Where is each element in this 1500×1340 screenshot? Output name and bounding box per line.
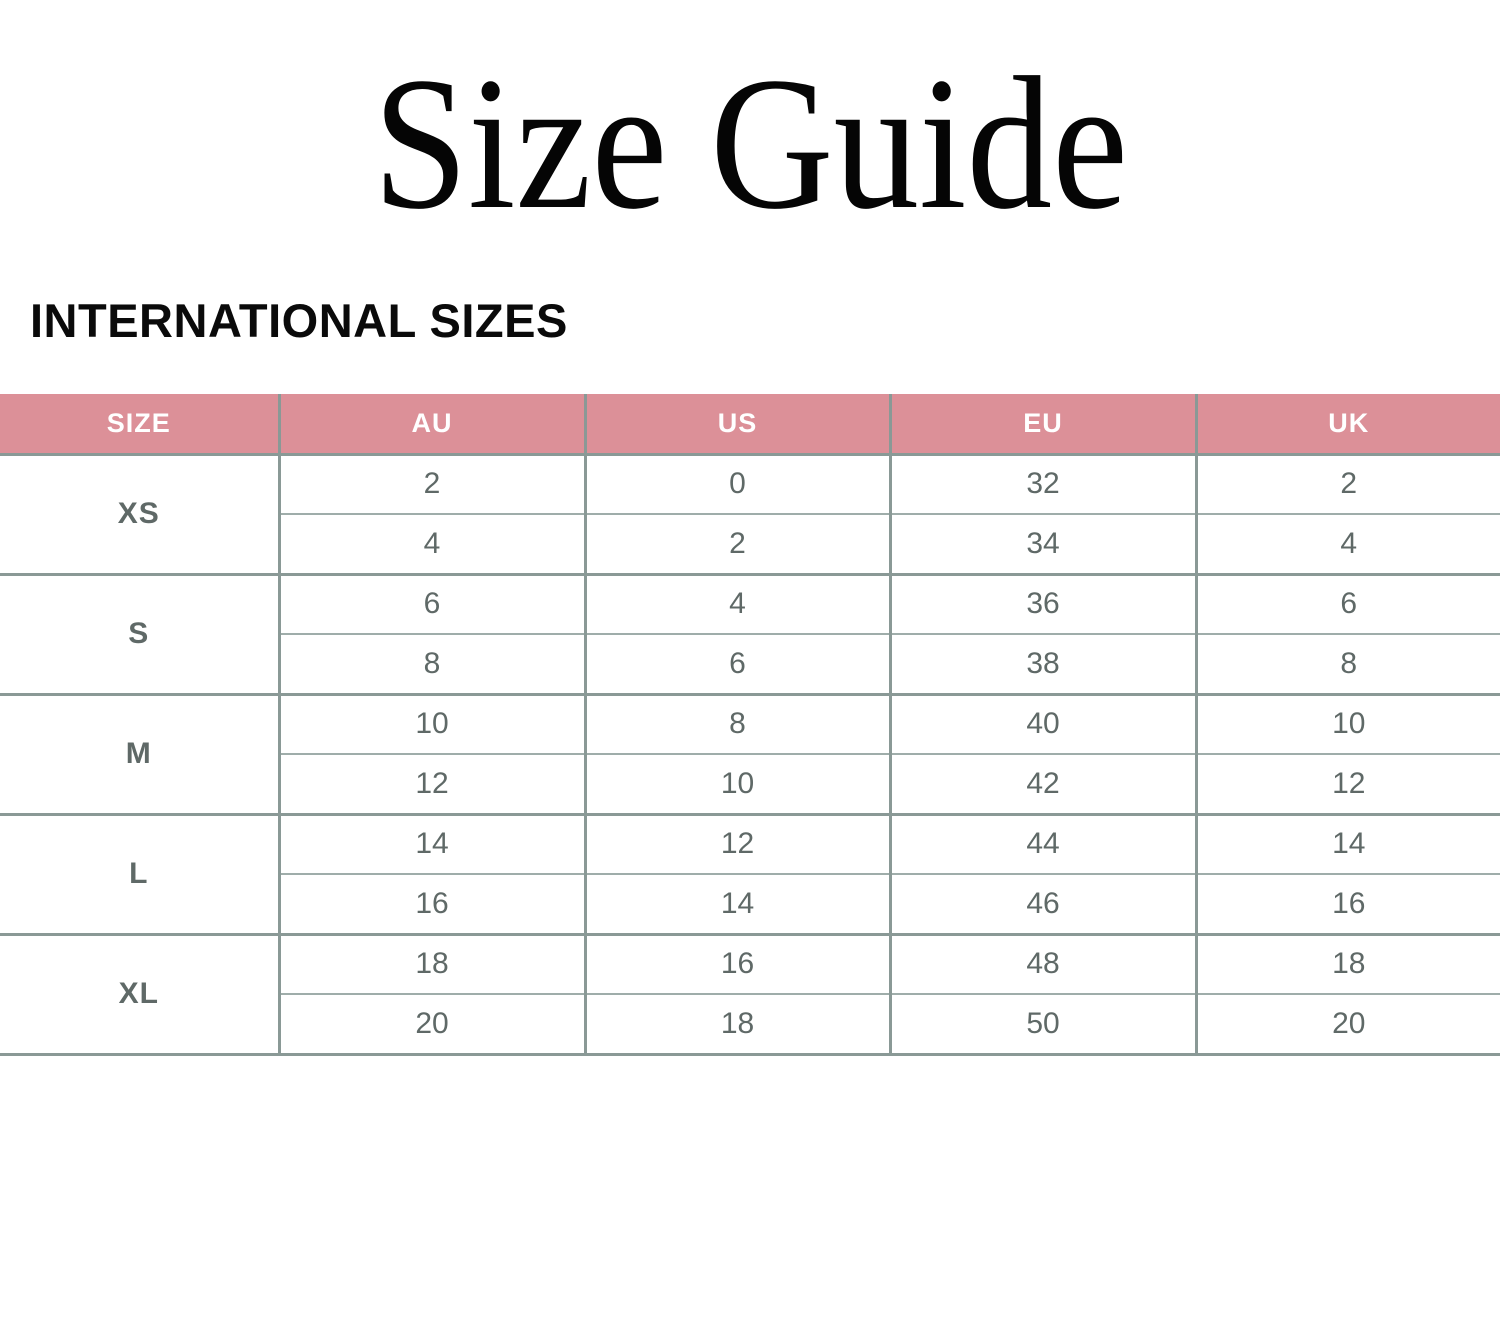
cell-eu: 36 xyxy=(890,574,1196,634)
cell-au: 20 xyxy=(279,994,585,1054)
cell-au: 2 xyxy=(279,454,585,514)
cell-us: 6 xyxy=(585,634,890,694)
cell-us: 18 xyxy=(585,994,890,1054)
cell-au: 6 xyxy=(279,574,585,634)
cell-us: 0 xyxy=(585,454,890,514)
cell-us: 14 xyxy=(585,874,890,934)
cell-us: 10 xyxy=(585,754,890,814)
page-title: Size Guide xyxy=(372,39,1128,249)
column-header-eu: EU xyxy=(890,394,1196,454)
cell-au: 14 xyxy=(279,814,585,874)
cell-uk: 20 xyxy=(1196,994,1500,1054)
international-sizes-table xyxy=(0,394,1500,1056)
table-row xyxy=(0,454,1500,514)
cell-uk: 8 xyxy=(1196,634,1500,694)
cell-uk: 10 xyxy=(1196,694,1500,754)
cell-eu: 32 xyxy=(890,454,1196,514)
size-group-label-xs: XS xyxy=(0,454,279,574)
cell-uk: 4 xyxy=(1196,514,1500,574)
cell-us: 4 xyxy=(585,574,890,634)
cell-au: 4 xyxy=(279,514,585,574)
cell-au: 12 xyxy=(279,754,585,814)
cell-eu: 40 xyxy=(890,694,1196,754)
size-guide-page xyxy=(0,40,1500,1340)
table-row xyxy=(0,574,1500,634)
cell-uk: 2 xyxy=(1196,454,1500,514)
cell-eu: 34 xyxy=(890,514,1196,574)
cell-us: 8 xyxy=(585,694,890,754)
cell-eu: 46 xyxy=(890,874,1196,934)
size-group-label-m: M xyxy=(0,694,279,814)
cell-uk: 14 xyxy=(1196,814,1500,874)
cell-au: 16 xyxy=(279,874,585,934)
cell-eu: 48 xyxy=(890,934,1196,994)
cell-eu: 44 xyxy=(890,814,1196,874)
cell-us: 16 xyxy=(585,934,890,994)
size-group-label-l: L xyxy=(0,814,279,934)
section-heading: INTERNATIONAL SIZES xyxy=(30,294,568,347)
title-wrap xyxy=(0,40,1500,249)
size-group-label-xl: XL xyxy=(0,934,279,1054)
table-header-row xyxy=(0,394,1500,454)
cell-eu: 50 xyxy=(890,994,1196,1054)
cell-uk: 6 xyxy=(1196,574,1500,634)
cell-au: 10 xyxy=(279,694,585,754)
cell-au: 18 xyxy=(279,934,585,994)
column-header-au: AU xyxy=(279,394,585,454)
cell-us: 2 xyxy=(585,514,890,574)
cell-us: 12 xyxy=(585,814,890,874)
table-row xyxy=(0,694,1500,754)
cell-uk: 12 xyxy=(1196,754,1500,814)
table-row xyxy=(0,814,1500,874)
cell-uk: 16 xyxy=(1196,874,1500,934)
cell-au: 8 xyxy=(279,634,585,694)
column-header-size: SIZE xyxy=(0,394,279,454)
table-row xyxy=(0,934,1500,994)
size-group-label-s: S xyxy=(0,574,279,694)
cell-uk: 18 xyxy=(1196,934,1500,994)
column-header-us: US xyxy=(585,394,890,454)
cell-eu: 38 xyxy=(890,634,1196,694)
cell-eu: 42 xyxy=(890,754,1196,814)
column-header-uk: UK xyxy=(1196,394,1500,454)
